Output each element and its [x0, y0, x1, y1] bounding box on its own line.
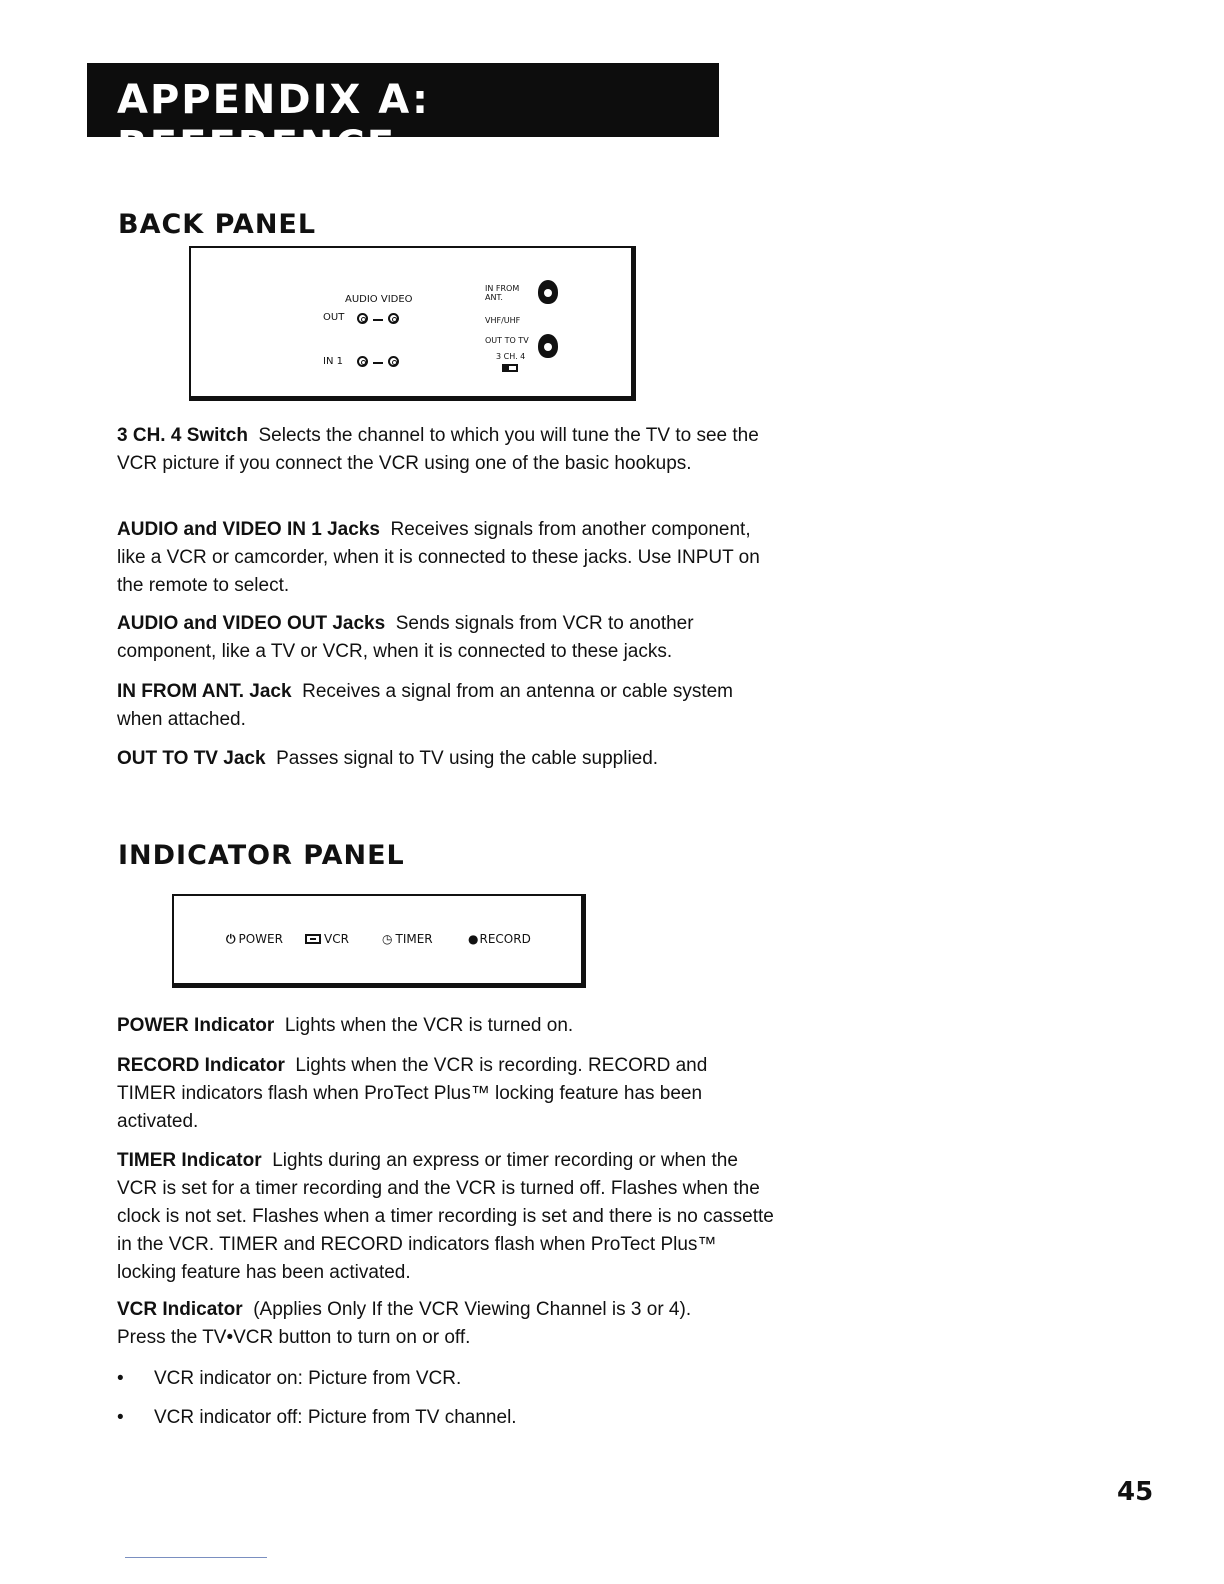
jack-dash-icon — [373, 362, 383, 364]
back-panel-diagram — [189, 246, 636, 401]
indicator-panel-diagram — [172, 894, 586, 988]
list-item: • VCR indicator off: Picture from TV channel. — [117, 1404, 517, 1432]
audio-out-jack-icon — [357, 313, 368, 324]
vcr-icon — [305, 934, 321, 944]
clock-icon: ◷ — [382, 932, 393, 946]
audio-in1-jack-icon — [357, 356, 368, 367]
vcr-indicator: VCR — [305, 932, 349, 946]
in-from-label: IN FROM — [485, 284, 520, 293]
desc-av-out: AUDIO and VIDEO OUT Jacks Sends signals from VCR to another component, like a TV or VCR, when it is connected to these jacks. — [117, 613, 694, 662]
power-icon: ⏻ — [226, 932, 236, 946]
footer-divider — [125, 1557, 267, 1558]
desc-record-indicator: RECORD Indicator Lights when the VCR is recording. RECORD and TIMER indicators flash when ProTect Plus™ locking feature has been activated. — [117, 1055, 708, 1132]
page-number: 45 — [1117, 1477, 1154, 1507]
list-item: • VCR indicator on: Picture from VCR. — [117, 1365, 461, 1393]
desc-timer-indicator: TIMER Indicator Lights during an express or timer recording or when the VCR is set for a timer recording and the VCR is turned off. Flashes when the clock is not set. Flashes when a timer recording is set and there is no cassette in the VCR. TIMER and RECORD indicators flash when ProTect Plus™ locking feature has been activated. — [117, 1150, 774, 1283]
antenna-in-jack-icon — [538, 280, 558, 304]
power-indicator: ⏻ POWER — [226, 932, 283, 946]
out-label: OUT — [323, 312, 345, 323]
desc-ch-switch: 3 CH. 4 Switch Selects the channel to which you will tune the TV to see the VCR picture if you connect the VCR using one of the basic hookups. — [117, 425, 759, 474]
out-to-tv-label: OUT TO TV — [485, 336, 529, 345]
vhf-uhf-label: VHF/UHF — [485, 316, 521, 325]
record-dot-icon: ● — [468, 932, 479, 946]
record-indicator: ●RECORD — [468, 932, 531, 946]
desc-out-to-tv: OUT TO TV Jack Passes signal to TV using the cable supplied. — [117, 748, 659, 769]
desc-power-indicator: POWER Indicator Lights when the VCR is turned on. — [117, 1015, 574, 1036]
banner-title: APPENDIX A: REFERENCE — [117, 77, 430, 169]
desc-vcr-indicator: VCR Indicator (Applies Only If the VCR Viewing Channel is 3 or 4). Press the TV•VCR button to turn on or off. — [117, 1299, 692, 1348]
video-in1-jack-icon — [388, 356, 399, 367]
desc-av-in1: AUDIO and VIDEO IN 1 Jacks Receives signals from another component, like a VCR or camcorder, when it is connected to these jacks. Use INPUT on the remote to select. — [117, 519, 760, 596]
jack-dash-icon — [373, 319, 383, 321]
ch-switch-label: 3 CH. 4 — [496, 352, 526, 361]
back-panel-title: BACK PANEL — [118, 209, 317, 240]
bullet-icon: • — [117, 1368, 124, 1389]
appendix-banner — [87, 63, 719, 169]
in1-label: IN 1 — [323, 356, 343, 367]
timer-indicator: ◷ TIMER — [382, 932, 433, 946]
indicator-panel-title: INDICATOR PANEL — [118, 840, 405, 871]
desc-in-from-ant: IN FROM ANT. Jack Receives a signal from an antenna or cable system when attached. — [117, 681, 734, 730]
bullet-icon: • — [117, 1407, 124, 1428]
video-out-jack-icon — [388, 313, 399, 324]
ant-label: ANT. — [485, 293, 503, 302]
channel-switch-icon — [502, 364, 518, 372]
out-to-tv-jack-icon — [538, 334, 558, 358]
audio-video-label: AUDIO VIDEO — [345, 294, 413, 305]
